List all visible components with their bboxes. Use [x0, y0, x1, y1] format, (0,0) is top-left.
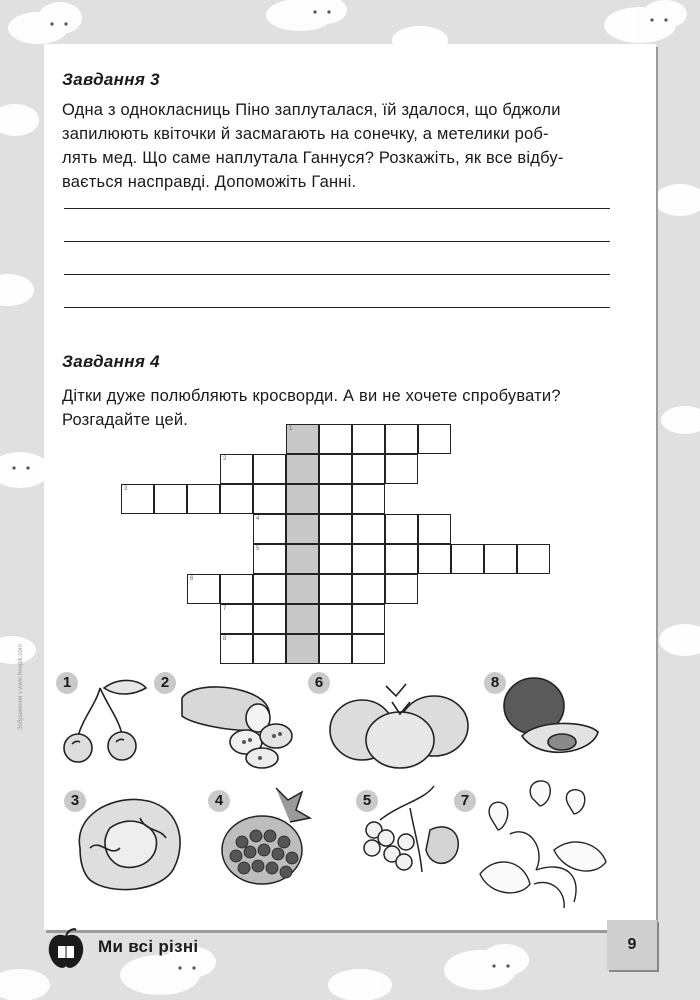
raspberry-icon — [216, 778, 326, 896]
picture-number-badge: 7 — [454, 790, 476, 812]
crossword-cell[interactable] — [484, 544, 517, 574]
crossword-cell[interactable] — [418, 544, 451, 574]
crossword-cell[interactable] — [319, 454, 352, 484]
crossword-clue-number: 3 — [124, 486, 128, 492]
task-3-line: вається насправді. Допоможіть Ганні. — [62, 173, 357, 191]
task-4-title: Завдання 4 — [62, 352, 160, 371]
crossword-cell[interactable] — [253, 634, 286, 664]
picture-number-badge: 8 — [484, 672, 506, 694]
cucumber-icon — [172, 676, 312, 772]
cabbage-icon — [70, 788, 190, 900]
crossword-cell[interactable] — [286, 454, 319, 484]
tomatoes-icon — [326, 678, 476, 770]
crossword-cell[interactable] — [121, 484, 154, 514]
crossword-cell[interactable] — [319, 634, 352, 664]
crossword-cell[interactable] — [253, 544, 286, 574]
picture-number-badge: 5 — [356, 790, 378, 812]
crossword-cell[interactable] — [352, 424, 385, 454]
crossword-cell[interactable] — [352, 454, 385, 484]
picture-number-badge: 1 — [56, 672, 78, 694]
crossword-cell[interactable] — [517, 544, 550, 574]
answer-line-2[interactable] — [64, 241, 610, 242]
crossword-cell[interactable] — [286, 574, 319, 604]
crossword-cell[interactable] — [286, 514, 319, 544]
crossword-cell[interactable] — [352, 604, 385, 634]
crossword-cell[interactable] — [352, 634, 385, 664]
crossword-cell[interactable] — [385, 574, 418, 604]
crossword-cell[interactable] — [319, 604, 352, 634]
task-3-line: лять мед. Що саме наплутала Ганнуся? Розкажіть, як все відбу- — [62, 149, 564, 167]
crossword-cell[interactable] — [220, 454, 253, 484]
crossword-cell[interactable] — [286, 604, 319, 634]
picture-number-badge: 3 — [64, 790, 86, 812]
task-3-text — [62, 98, 614, 194]
crossword-cell[interactable] — [352, 544, 385, 574]
page-number: 9 — [607, 920, 657, 970]
task-4-line: Дітки дуже полюбляють кросворди. А ви не хочете спробувати? — [62, 387, 561, 405]
answer-line-3[interactable] — [64, 274, 610, 275]
picture-number-badge: 4 — [208, 790, 230, 812]
crossword-cell[interactable] — [154, 484, 187, 514]
strawberry-icon — [470, 764, 616, 910]
picture-number-badge: 2 — [154, 672, 176, 694]
crossword-cell[interactable] — [220, 484, 253, 514]
crossword-cell[interactable] — [220, 574, 253, 604]
task-4-line: Розгадайте цей. — [62, 411, 189, 429]
crossword-cell[interactable] — [418, 424, 451, 454]
answer-line-4[interactable] — [64, 307, 610, 308]
crossword-clue-number: 5 — [256, 546, 260, 552]
crossword-cell[interactable] — [187, 574, 220, 604]
task-3-line: запилюють квіточки й засмагають на сонечку, а метелики роб- — [62, 125, 549, 143]
crossword-cell[interactable] — [220, 634, 253, 664]
crossword-cell[interactable] — [385, 454, 418, 484]
crossword-cell[interactable] — [385, 424, 418, 454]
crossword-cell[interactable] — [451, 544, 484, 574]
currant-icon — [360, 780, 470, 890]
crossword-clue-number: 6 — [190, 576, 194, 582]
crossword-cell[interactable] — [352, 514, 385, 544]
crossword-cell[interactable] — [286, 424, 319, 454]
crossword-clue-number: 4 — [256, 516, 260, 522]
crossword-cell[interactable] — [385, 514, 418, 544]
crossword-clue-number: 2 — [223, 456, 227, 462]
answer-line-1[interactable] — [64, 208, 610, 209]
crossword-cell[interactable] — [352, 484, 385, 514]
task-3-line: Одна з однокласниць Піно заплуталася, їй здалося, що бджоли — [62, 101, 561, 119]
crossword-cell[interactable] — [253, 514, 286, 544]
crossword-cell[interactable] — [187, 484, 220, 514]
task-3-title: Завдання 3 — [62, 70, 160, 89]
crossword-cell[interactable] — [319, 544, 352, 574]
crossword-cell[interactable] — [286, 634, 319, 664]
crossword-cell[interactable] — [319, 574, 352, 604]
crossword-clue-number: 8 — [223, 636, 227, 642]
crossword-cell[interactable] — [253, 574, 286, 604]
footer-title: Ми всі різні — [98, 937, 199, 956]
picture-number-badge: 6 — [308, 672, 330, 694]
crossword-cell[interactable] — [253, 604, 286, 634]
crossword-cell[interactable] — [385, 544, 418, 574]
crossword-cell[interactable] — [352, 574, 385, 604]
crossword-clue-number: 7 — [223, 606, 227, 612]
crossword-cell[interactable] — [253, 454, 286, 484]
crossword-cell[interactable] — [286, 544, 319, 574]
plum-icon — [486, 670, 614, 770]
crossword-cell[interactable] — [253, 484, 286, 514]
crossword-cell[interactable] — [319, 514, 352, 544]
image-credit: Зображення з www.freepik.com — [18, 644, 24, 730]
crossword-cell[interactable] — [286, 484, 319, 514]
crossword-cell[interactable] — [220, 604, 253, 634]
crossword-cell[interactable] — [319, 424, 352, 454]
cherries-icon — [60, 676, 160, 772]
crossword-cell[interactable] — [418, 514, 451, 544]
crossword-clue-number: 1 — [289, 426, 293, 432]
apple-book-icon — [46, 928, 86, 970]
crossword-cell[interactable] — [319, 484, 352, 514]
